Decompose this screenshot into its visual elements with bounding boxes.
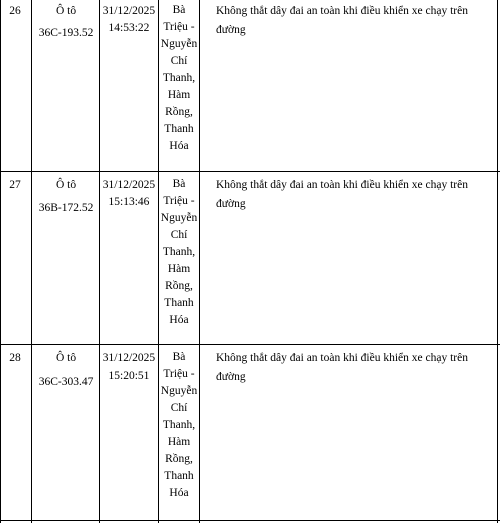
vehicle-type: Ô tô (55, 5, 77, 17)
location-line: Triệu - (163, 368, 195, 380)
license-plate: 36B-172.52 (38, 202, 94, 214)
location-line: Nguyễn (160, 212, 198, 224)
row-number: 28 (9, 352, 21, 364)
license-plate: 36C-193.52 (38, 27, 94, 39)
location-line: Hóa (169, 487, 189, 499)
location-line: Hàm (167, 89, 191, 101)
row-divider (0, 344, 500, 345)
location-line: Thanh, (162, 419, 196, 431)
location-line: Thanh (164, 470, 194, 482)
row-number: 27 (9, 179, 21, 191)
location-line: Bà (172, 4, 186, 16)
violation-time: 15:13:46 (108, 196, 150, 208)
location-line: Rồng, (165, 280, 193, 292)
location (159, 349, 199, 502)
row-divider (0, 520, 500, 521)
location-line: Thanh, (162, 246, 196, 258)
location-line: Chí (170, 229, 188, 241)
license-plate: 36C-303.47 (38, 376, 94, 388)
location-line: Nguyễn (160, 38, 198, 50)
location-line: Rồng, (165, 106, 193, 118)
column-divider (99, 0, 100, 523)
violation-time: 15:20:51 (108, 370, 150, 382)
location-line: Hàm (167, 263, 191, 275)
location-line: Bà (172, 178, 186, 190)
location-line: Bà (172, 351, 186, 363)
location-line: Hóa (169, 140, 189, 152)
row-divider (0, 171, 500, 172)
violation-description: Không thắt dây đai an toàn khi điều khiển xe chạy trên đường (216, 5, 468, 36)
vehicle-type: Ô tô (55, 179, 77, 191)
location-line: Thanh (164, 297, 194, 309)
location-line: Hàm (167, 436, 191, 448)
violation-date: 31/12/2025 (102, 352, 156, 364)
violation-date: 31/12/2025 (102, 5, 156, 17)
location-line: Nguyễn (160, 385, 198, 397)
violation-description: Không thắt dây đai an toàn khi điều khiển xe chạy trên đường (216, 179, 468, 210)
violation-date: 31/12/2025 (102, 179, 156, 191)
vehicle-type: Ô tô (55, 352, 77, 364)
location-line: Triệu - (163, 21, 195, 33)
location-line: Rồng, (165, 453, 193, 465)
location-line: Chí (170, 402, 188, 414)
location-line: Thanh, (162, 72, 196, 84)
location-line: Chí (170, 55, 188, 67)
location-line: Hóa (169, 314, 189, 326)
column-divider (199, 0, 200, 523)
table-border-left (0, 0, 1, 523)
location-line: Thanh (164, 123, 194, 135)
table-border-right (497, 0, 498, 523)
violation-description: Không thắt dây đai an toàn khi điều khiển xe chạy trên đường (216, 352, 468, 383)
location (159, 2, 199, 155)
location-line: Triệu - (163, 195, 195, 207)
location (159, 176, 199, 329)
row-number: 26 (9, 5, 21, 17)
column-divider (31, 0, 32, 523)
violation-time: 14:53:22 (108, 22, 150, 34)
